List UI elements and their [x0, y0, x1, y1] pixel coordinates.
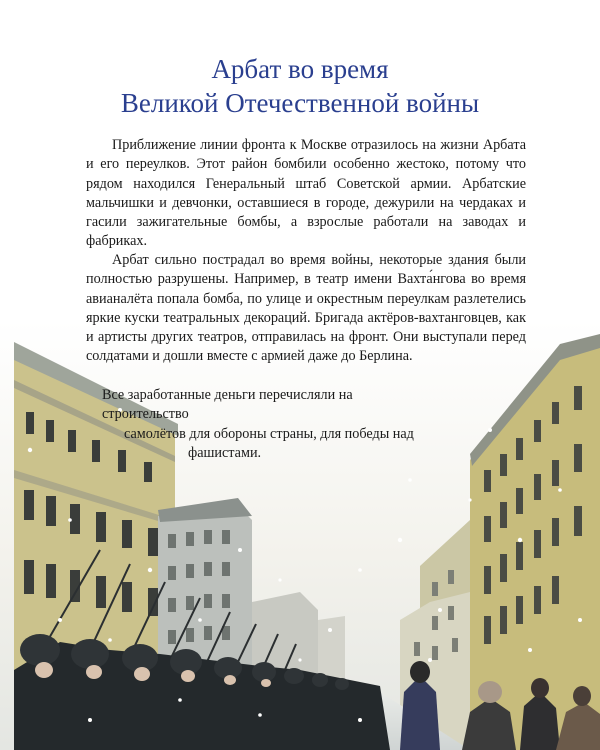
closing-line-3: фашистами. — [188, 444, 262, 461]
title-line-2: Великой Отечественной войны — [120, 88, 480, 118]
closing-line-2: самолётов для обороны страны, для победы над — [124, 425, 414, 442]
closing-paragraph — [102, 386, 432, 463]
street-illustration — [0, 320, 600, 750]
paragraph-2: Арбат сильно пострадал во время войны, некоторые здания были полностью разрушены. Например, в театр имени Вахта́нгова во время авианалёта попала бомба, по улице и окрестным переулкам разлетелись яркие куски театральных декораций. Бригада актёров-вахтанговцев, как и артисты других театров, отправилась на фронт. Они выступали перед солдатами и дошли вместе с армией даже до Берлина. — [86, 252, 526, 365]
page-title — [0, 52, 600, 120]
paragraph-1: Приближение линии фронта к Москве отразилось на жизни Арбата и его переулков. Этот район бомбили особенно жестоко, потому что рядом находился Генеральный штаб Советской армии. Арбатские мальчишки и девчонки, оставшиеся в городе, дежурили на чердаках и гасили зажигательные бомбы, а взрослые работали на заводах и фабриках. — [86, 137, 526, 250]
title-line-1: Арбат во время — [211, 54, 389, 84]
closing-line-1: Все заработанные деньги перечисляли на строительство — [102, 387, 353, 423]
